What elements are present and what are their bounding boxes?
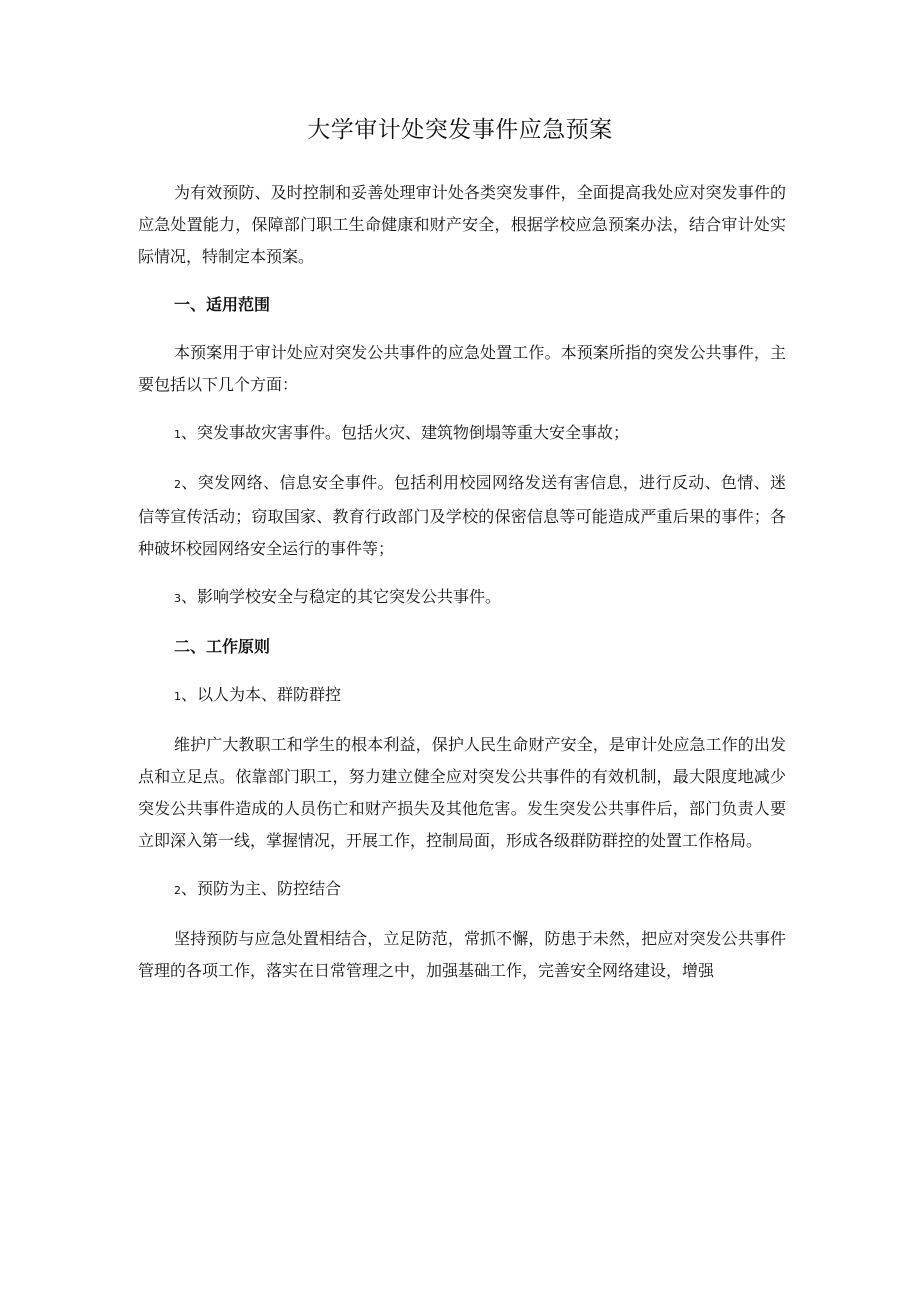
item-text: 、突发网络、信息安全事件。包括利用校园网络发送有害信息，进行反动、色情、迷信等宣传活动；窃取国家、教育行政部门及学校的保密信息等可能造成严重后果的事件；各种破坏校园网络安全运行的事件等； — [138, 473, 786, 558]
item-text: 、以人为本、群防群控 — [181, 685, 342, 704]
section-heading-scope: 一、适用范围 — [174, 295, 271, 314]
intro-paragraph: 为有效预防、及时控制和妥善处理审计处各类突发事件，全面提高我处应对突发事件的应急处置能力，保障部门职工生命健康和财产安全，根据学校应急预案办法，结合审计处实际情况，特制定本预案。 — [138, 183, 786, 266]
principle-paragraph-1: 维护广大教职工和学生的根本利益，保护人民生命财产安全，是审计处应急工作的出发点和立足点。依靠部门职工，努力建立健全应对突发公共事件的有效机制，最大限度地减少突发公共事件造成的人员伤亡和财产损失及其他危害。发生突发公共事件后，部门负责人要立即深入第一线，掌握情况，开展工作，控制局面，形成各级群防群控的处置工作格局。 — [138, 735, 786, 850]
item-text: 、预防为主、防控结合 — [181, 879, 342, 898]
scope-item-3 — [138, 581, 786, 615]
item-number: 2 — [174, 478, 181, 491]
item-number: 3 — [174, 592, 181, 605]
scope-item-2 — [138, 467, 786, 565]
item-number: 2 — [174, 884, 181, 897]
document-body — [138, 177, 786, 1003]
item-number: 1 — [174, 428, 181, 441]
item-text: 、突发事故灾害事件。包括火灾、建筑物倒塌等重大安全事故； — [181, 423, 630, 442]
scope-item-1 — [138, 417, 786, 451]
document-title: 大学审计处突发事件应急预案 — [307, 117, 613, 143]
principle-paragraph-2: 坚持预防与应急处置相结合，立足防范，常抓不懈，防患于未然，把应对突发公共事件管理的各项工作，落实在日常管理之中，加强基础工作，完善安全网络建设，增强 — [138, 929, 786, 980]
item-number: 1 — [174, 690, 181, 703]
principle-subheading-1 — [138, 679, 786, 713]
principle-subheading-2 — [138, 873, 786, 907]
scope-paragraph: 本预案用于审计处应对突发公共事件的应急处置工作。本预案所指的突发公共事件，主要包括以下几个方面： — [138, 343, 786, 394]
section-heading-principles: 二、工作原则 — [174, 637, 271, 656]
item-text: 、影响学校安全与稳定的其它突发公共事件。 — [181, 587, 502, 606]
